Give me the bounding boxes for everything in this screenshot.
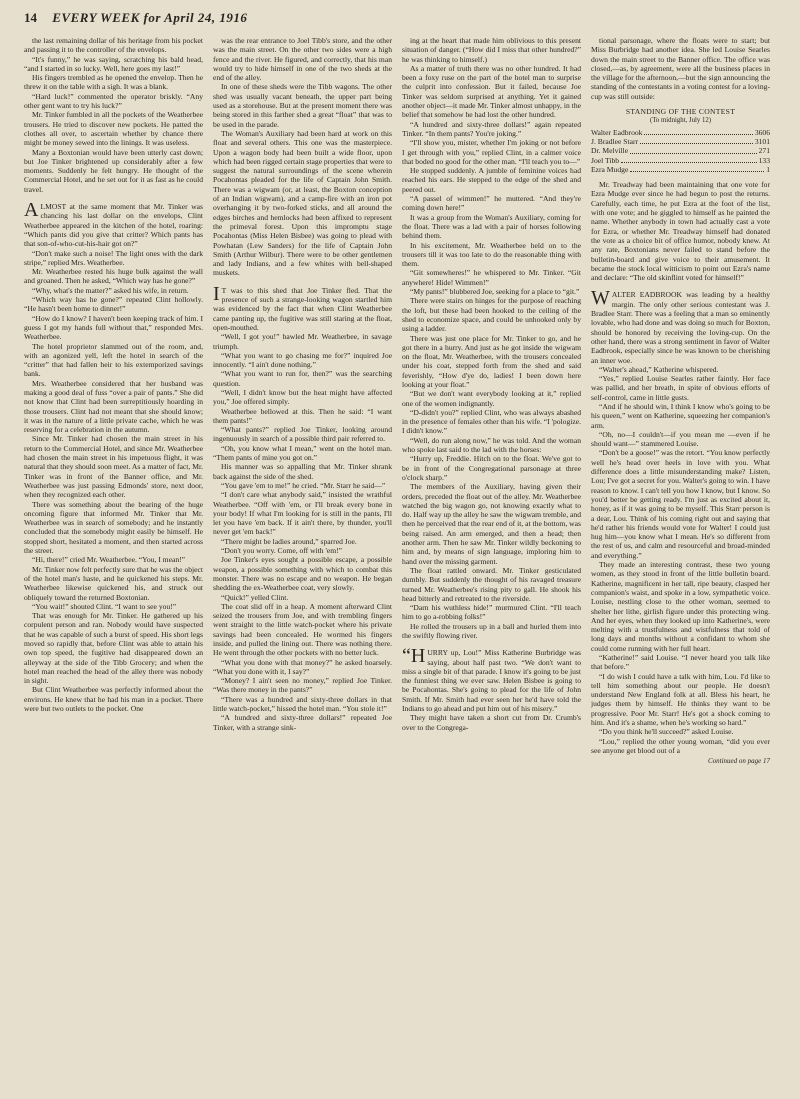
paragraph: His manner was so appalling that Mr. Tinker shrank back against the side of the shed. [213,462,392,481]
column-2 [213,36,392,1088]
paragraph: “What you want to run for, then?” was the searching question. [213,369,392,388]
paragraph: But Clint Weatherbee was perfectly informed about the environs. He knew that he had his man in a pocket. There were but two outlets to the pocket. One [24,685,203,714]
paragraph: “Oh, you know what I mean,” went on the hotel man. “Them pants of mine you got on.” [213,443,392,463]
paragraph: They made an interesting contrast, these two young women, as they stood in front of the little bulletin board. Katherine, magnificent in her tall, ripe beauty, clasped her companion's waist, and spoke in a low, sympathetic voice. Louise, nestling close to the other woman, seemed to shelter her lithe, girlish figure under this protecting wing. And her eyes, when they looked up into Katherine's, were melting with a trustfulness and wistfulness that told of long days and months without a confidant to whom she could come running with her full heart. [591,560,770,653]
paragraph: “My pants!” blubbered Joe, seeking for a place to “git.” [410,287,580,297]
paragraph: “Which way has he gone?” repeated Clint hollowly. “He hasn't been home to dinner!” [24,295,203,314]
paragraph: The Woman's Auxiliary had been hard at work on this float and several others. This one was the masterpiece. Upon a wagon body had been built a wide floor, upon which had been rigged certain stage properties that were to suggest the natural surroundings of the scene wherein Pocahontas pleaded for the life of Captain John Smith. There was a wigwam (or, at least, the Boxton conception of an Indian wigwam), and a camp-fire with an iron pot overhanging it by two-forked sticks, and all around the edges birches and hemlocks had been affixed to represent the primeval forest. Upon this impromptu stage Pocahontas (Miss Helen Bisbee) was going to plead with Powhatan (Lew Sanders) for the life of Captain John Smith (Arthur Wilbur). There were to be other gentlemen and lady Indians, and a few whites with bell-shaped muskets. [213,128,392,278]
paragraph: “But we don't want everybody looking at it,” replied one of the women indignantly. [402,389,581,408]
leader-dots [640,137,753,144]
paragraph: “Don't be a goose!” was the retort. “You know perfectly well he's head over heels in love with you. What difference does a little misunderstanding make? Listen, Lou; I've got a secret for you. Walter's going to win. I have reason to know. I can't tell you how I know, but I know. So you'd better be getting ready. I'm just as excited about it, honey, as if it was going to be myself. This Starr person is a dear, Lou. Think of his coming right out and saying that he'd rather his friends would vote for Walter! I could just hug him—you know what I mean. He's so different from the rest of us, and calm and resourceful and broad-minded and everything.” [591,448,770,560]
paragraph: That was enough for Mr. Tinker. He gathered up his corpulent person and ran. Nobody would have suspected that he was capable of such a burst of speed. His short legs moved so rapidly that, before Clint was able to attain his own top speed, the fugitive had disappeared down an alleyway at the side of the Tibb Grocery; and when the hotel man reached the head of the alley there was nobody in sight. [24,611,203,686]
paragraph: They might have taken a short cut from Dr. Crumb's over to the Congrega- [402,713,581,732]
paragraph: Mr. Treadway had been maintaining that one vote for Ezra Mudge ever since he had begun to post the returns. Carefully, each time, he put Ezra at the foot of the list, with one vote; and he giggled to himself as he painted the name. Whether anybody in town had actually cast a vote for Ezra, or whether Mr. Treadway himself had donated the vote as a choice bit of office humor, nobody knew. At any rate, Boxtonians never failed to stand before the bulletin-board and give voice to their amusement. It became the stock local witticism to point out Ezra's name and declare: “The old skinflint voted for himself!” [591,180,770,283]
paragraph: Mr. Tinker now felt perfectly sure that he was the object of the hotel man's haste, and he quickened his steps. Mr. Weatherbee likewise quickened his, and struck out obliquely toward the returned Boxtonian. [24,564,203,602]
paragraph: tional parsonage, where the floats were to start; but Miss Burbridge had another idea. She led Louise Searles down the main street to the Banner office. The office was closed,—as, by agreement, were all the business places in the village for the afternoon,—but the sign announcing the standing of the contestants in a voting contest for a loving-cup was still outside: [591,36,770,101]
paragraph: “A hundred and sixty-three dollars!” repeated Joe Tinker, with a strange sink- [213,713,392,732]
paragraph: “You wait!” shouted Clint. “I want to see you!” [32,601,177,611]
paragraph: Since Mr. Tinker had chosen the main street in his return to the Commercial Hotel, and since Mr. Weatherbee had chosen the main street in his impetuous flight, it was natural that they should soon meet. As a matter of fact, Mr. Tinker was in front of the Banner office, and Mr. Weatherbee was just passing Edmonds' store, next door, when they recognized each other. [24,434,203,500]
paragraph: Many a Boxtonian would have been utterly cast down; but Joe Tinker brightened up considerably after a few moments. Suddenly he felt hungry. He thought of the Commercial Hotel, and he set out for it as fast as he could travel. [24,147,203,194]
contestant-name: J. Bradlee Starr [591,136,639,146]
paragraph: “I'll show you, mister, whether I'm joking or not before I get through with you,” replied Clint, in a calmer voice that boded no good for the other man. “I'll teach you to—” [402,138,581,166]
paragraph: Mr. Tinker fumbled in all the pockets of the Weatherbee trousers. He tried to discover new pockets. He patted the clothes all over, to ascertain whether by chance there might be money sewed into the linings. It was useless. [24,110,203,148]
paragraph: Weatherbee bellowed at this. Then he said: “I want them pants!” [213,406,392,425]
paragraph: Mrs. Weatherbee considered that her husband was making a good deal of fuss “over a pair of pants.” She did not know that Clint had been surreptitiously hoarding in those trousers. Clint had not meant that she should know; it was in the nature of a little private cache, which he was reserving for a celebration in the autumn. [24,378,203,435]
leader-dots [630,165,764,172]
column-4 [591,36,770,1088]
paragraph: “Why, what's the matter?” asked his wife, in return. [32,285,189,295]
paragraph: the last remaining dollar of his heritage from his pocket and passing it to the controller of the envelops. [24,36,203,55]
paragraph: The coat slid off in a heap. A moment afterward Clint seized the trousers from Joe, and with trembling fingers went straight to the little watch-pocket where his private savings had been concealed. He wormed his fingers inside, and pulled the lining out. There was nothing there. He went through the other pockets with no better luck. [213,601,392,658]
paragraph: “D-didn't you?” replied Clint, who was always abashed in the presence of females other than his wife. “I 'pologize. I didn't know.” [402,407,581,436]
paragraph: There was something about the bearing of the huge oncoming figure that informed Mr. Tinker that Mr. Weatherbee was in search of somebody; and he instantly concluded that the somebody might easily be himself. He stopped short, hesitated a moment, and then started across the street. [24,499,203,556]
paragraph: “Well, I didn't know but the heat might have affected you,” Joe offered simply. [213,387,392,407]
paragraph: “I do wish I could have a talk with him, Lou. I'd like to tell him something about our people. He doesn't understand New England folk at all. Bless his heart, he judges them by himself. He thinks they want to be progressive. Poor Mr. Starr! He's got a shock coming to him. And it's a shame, when he's working so hard.” [591,671,770,728]
paragraph: “What pants?” replied Joe Tinker, looking around ingenuously in search of a possible third pair referred to. [213,425,392,444]
article-columns [24,36,774,1088]
paragraph: In his excitement, Mr. Weatherbee held on to the trousers till it was too late to do the reasonable thing with them. [402,240,581,269]
paragraph: “I don't care what anybody said,” insisted the wrathful Weatherbee. “Off with 'em, or I'll break every bone in your body! If what I'm looking for is still in the pants, I'll let you have 'em back. If it ain't there, by thunder, you'll never get 'em back!” [213,490,392,537]
paragraph: “Katherine!” said Louise. “I never heard you talk like that before.” [591,653,770,672]
paragraph: “You gave 'em to me!” he cried. “Mr. Starr he said—” [221,480,386,490]
paragraph: ALMOST at the same moment that Mr. Tinker was chancing his last dollar on the envelops, Clint Weatherbee appeared in the kitchen of the hotel, roaring: “Which pants did you give that critter? Which pants has that son-of-who-cut-his-hair got on?” [24,199,203,249]
standing-row [591,137,770,146]
paragraph: There was just one place for Mr. Tinker to go, and he got there in a hurry. And just as he got inside the wigwam on the float, Mr. Weatherbee, with the trousers concealed under his coat, stepped forth from the shed and said feverishly, “How d'ye do, ladies! I been down here looking at your float.” [402,333,581,389]
leader-dots [630,146,756,153]
paragraph: The members of the Auxiliary, having given their orders, preceded the float out of the alley. Mr. Weatherbee watched the big wagon go, not knowing exactly what to do. Half way up the alley he saw the wigwam tremble, and then he perceived that the rear end of it, at the bottom, was being raised. An arm emerged, and then a head; then another arm. Then he saw Mr. Tinker wildly beckoning to him and, by means of sign language, imploring him to hand over the missing garment. [402,482,581,566]
paragraph: “Hurry up, Freddie. Hitch on to the float. We've got to be in front of the Congregational parsonage at three o'clock sharp.” [402,454,581,482]
page-number: 14 [24,10,37,25]
paragraph: “There might be ladies around,” sparred Joe. [221,536,357,546]
contest-standing-table [591,107,770,174]
paragraph: “Do you think he'll succeed?” asked Louise. [599,727,734,737]
paragraph: IT was to this shed that Joe Tinker fled. That the presence of such a strange-looking wagon startled him was evidenced by the fact that when Clint Weatherbee came panting up, the fugitive was still staring at the float, open-mouthed. [213,282,392,332]
paragraph: “Hard luck!” commented the operator briskly. “Any other gent want to try his luck?” [24,91,203,111]
standing-title: STANDING OF THE CONTEST [625,107,736,117]
paragraph: “Darn his wuthless hide!” murmured Clint. “I'll teach him to go a-robbing folks!” [402,603,581,622]
contestant-name: Joel Tibb [591,155,620,165]
paragraph: was the rear entrance to Joel Tibb's store, and the other was the main street. On the other two sides were a high fence and the river. He figured, and correctly, that his man would try to hide himself in one of the two sheds at the end of the alley. [213,36,392,83]
paragraph: “Oh, no—I couldn't—if you mean me —even if he should want—” stammered Louise. [591,429,770,449]
contestant-votes: 1 [766,164,770,174]
paragraph: “Don't you worry. Come, off with 'em!” [221,546,343,556]
contestant-name: Ezra Mudge [591,164,629,174]
paragraph: WALTER EADBROOK was leading by a healthy margin. The only other serious contestant was J. Bradlee Starr. There was a feeling that a man so eminently lovable, who had done and was doing so much for Boxton, should be honored by receiving the loving-cup. On the other hand, there was a strong sentiment in favor of Walter Eadbrook, especially since he was known to be cherishing an inner woe. [591,287,770,365]
paragraph: He rolled the trousers up in a ball and hurled them into the swiftly flowing river. [402,621,581,640]
paragraph: “Walter's ahead,” Katherine whispered. [599,364,719,374]
contestant-name: Walter Eadbrook [591,127,643,137]
contestant-name: Dr. Melville [591,146,629,156]
paragraph: ing at the heart that made him oblivious to this present situation of danger. (“How did I miss that other hundred?” he was thinking to himself.) [402,36,581,64]
paragraph: “Hi, there!” cried Mr. Weatherbee. “You, I mean!” [32,555,186,565]
paragraph: “Quick!” yelled Clint. [221,592,289,602]
paragraph: “Well, I got you!” bawled Mr. Weatherbee, in savage triumph. [213,332,392,351]
paragraph: The hotel proprietor slammed out of the room, and, with an agonized yell, left the hotel in search of the “critter” that had fallen heir to his extemporized savings bank. [24,341,203,379]
standing-row [591,165,770,174]
paragraph: “What you done with that money?” he asked hoarsely. “What you done with it, I say?” [213,657,392,676]
standing-row [591,146,770,155]
standing-subtitle: (To midnight, July 12) [649,117,712,125]
standing-row [591,128,770,137]
paragraph: “HURRY up, Lou!” Miss Katherine Burbridge was saying, about half past two. “We don't want to miss a single bit of that parade. I know it's going to be just the funniest thing we ever saw. Helen Bisbee is going to be Pocahontas. She's going to plead for the life of John Smith. If Mr. Smith had ever seen her he'd have told the Indians to go ahead and put him out of his misery.” [402,645,581,714]
paragraph: There were stairs on hinges for the purpose of reaching the loft, but these had been hooked to the ceiling of the shed to economize space, and could be unhooked only by using a ladder. [402,296,581,334]
paragraph: “There was a hundred and sixty-three dollars in that little watch-pocket,” hissed the hotel man. “You stole it!” [213,694,392,714]
leader-dots [644,128,752,135]
paragraph: Joe Tinker's eyes sought a possible escape, a possible weapon, a possible something with which to combat this monster. There was no escape and no weapon. He began shedding the ex-Weatherbee coat, very slowly. [213,555,392,593]
contestant-votes: 133 [758,155,770,165]
masthead: EVERY WEEK for April 24, 1916 [52,10,248,25]
paragraph: “And if he should win, I think I know who's going to be his queen,” went on Katherine, squeezing her companion's arm. [591,401,770,430]
paragraph: “A passel of wimmen!” he muttered. “And they're coming down here!” [402,194,581,213]
paragraph: “Lou,” replied the other young woman, “did you ever see anyone get blood out of a [591,736,770,755]
paragraph: “A hundred and sixty-three dollars!” again repeated Tinker. “In them pants? You're joking.” [402,119,581,138]
column-3 [402,36,581,1088]
paragraph: It was a group from the Woman's Auxiliary, coming for the float. There was a lad with a pair of horses following behind them. [402,212,581,241]
paragraph: In one of these sheds were the Tibb wagons. The other shed was usually vacant beneath, the upper part being used as a storehouse. But at the present moment there was being stored in this farther shed a great “float” that was to be used in the parade. [213,82,392,129]
paragraph: As a matter of truth there was no other hundred. It had been a foxy ruse on the part of the hotel man to surprise the culprit into confession. But it failed, because Joe Tinker was seldom surprised at anything. Yet it gained another object—it made Mr. Tinker almost unhappy, in the belief that somehow he had lost the other hundred. [402,63,581,120]
paragraph: The float rattled onward. Mr. Tinker gesticulated dumbly. But suddenly the thought of his ravaged treasure turned Mr. Weatherbee's rising pity to gall. He shook his head bitterly and retreated to the riverside. [402,565,581,603]
paragraph: “Yes,” replied Louise Searles rather faintly. Her face was pallid, and her breath, in spite of obvious efforts of self-control, came in little gusts. [591,374,770,402]
standing-row [591,156,770,165]
paragraph: “How do I know? I haven't been keeping track of him. I guess I got my hands full without that,” responded Mrs. Weatherbee. [24,313,203,342]
paragraph: Mr. Weatherbee rested his huge bulk against the wall and groaned. Then he asked, “Which way has he gone?” [24,267,203,286]
paragraph: “What you want to go chasing me for?” inquired Joe innocently. “I ain't done nothing.” [213,350,392,370]
paragraph: He stopped suddenly. A jumble of feminine voices had reached his ears. He stepped to the edge of the shed and peered out. [402,166,581,194]
paragraph: “Git somewheres!” he whispered to Mr. Tinker. “Git anywhere! Hide! Wimmen!” [402,268,581,287]
contestant-votes: 3606 [754,127,770,137]
continued-note: Continued on page 17 [707,757,770,766]
paragraph: “It's funny,” he was saying, scratching his bald head, “and I started in so lucky. Well, here goes my last!” [24,54,203,73]
page-header [24,10,764,30]
paragraph: “Money? I ain't seen no money,” replied Joe Tinker. “Was there money in the pants?” [213,676,392,695]
leader-dots [621,156,757,163]
column-1 [24,36,203,1088]
contestant-votes: 271 [758,146,770,156]
contestant-votes: 3101 [754,136,770,146]
paragraph: His fingers trembled as he opened the envelop. Then he threw it on the table with a sigh. It was a blank. [24,73,203,92]
paragraph: “Don't make such a noise! The light ones with the dark stripe,” replied Mrs. Weatherbee. [24,248,203,267]
paragraph: “Well, do run along now,” he was told. And the woman who spoke last said to the lad with the horses: [402,435,581,455]
